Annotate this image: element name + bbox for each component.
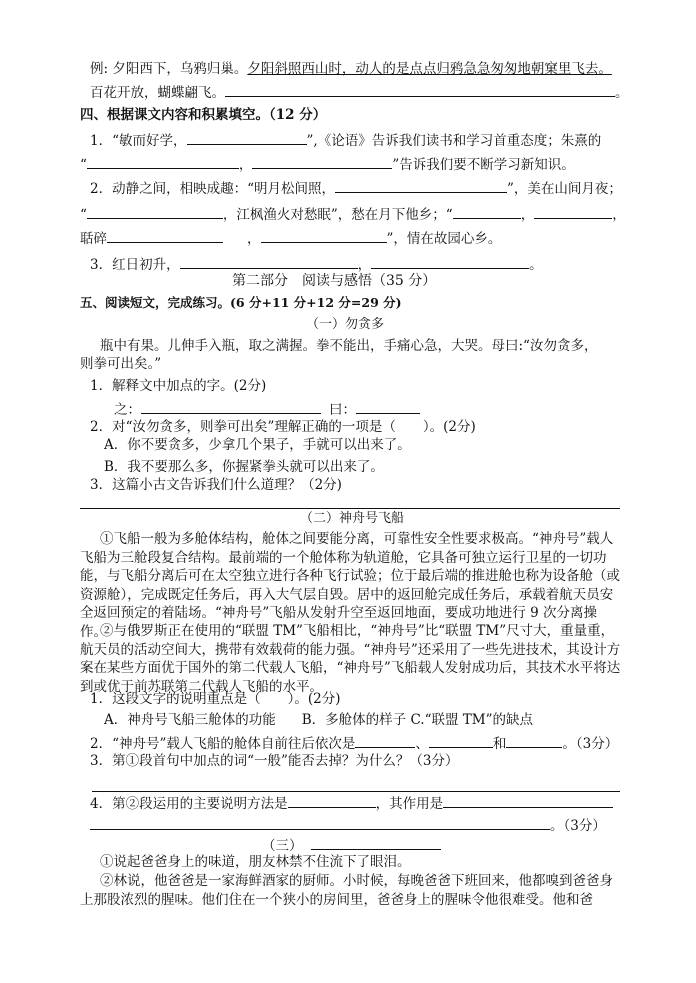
answer-blank[interactable] (371, 254, 529, 269)
s4-q2-line3: 聒碎 ， ”，情在故园心乡。 (80, 228, 501, 248)
passage-1-q3: 3．这篇小古文告诉我们什么道理？（2分) (90, 477, 342, 493)
section-5-heading: 五、阅读短文，完成练习。(6 分+11 分+12 分=29 分) (80, 295, 402, 310)
passage-2-paragraph-2: ②与俄罗斯正在使用的“联盟 TM”飞船相比，“神舟号”比“联盟 TM”尺寸大，重量重，航天员的活动空间大，携带有效载荷的能力强。“神舟号”还采用了一些先进技术，其设计方案在某些方面优于国外的第二代载人飞船，“神舟号”飞船载人发射成功后，其技术水平将达到或优于前苏联第二代载人飞船的水平。 (80, 623, 621, 695)
passage-3-paragraph-2: ②林说，他爸爸是一家海鲜酒家的厨师。小时候，每晚爸爸下班回来，他都嗅到爸爸身上那股浓烈的腥味。他们住在一个狭小的房间里，爸爸身上的腥味令他很难受。他和爸 (80, 873, 613, 908)
answer-line[interactable] (80, 508, 620, 509)
passage-3-title: （三） (262, 835, 441, 855)
answer-blank[interactable] (355, 733, 415, 748)
answer-blank[interactable] (87, 204, 223, 219)
answer-blank[interactable] (180, 254, 358, 269)
section-4-heading: 四、根据课文内容和积累填空。（12 分） (80, 107, 327, 123)
answer-blank[interactable] (506, 733, 562, 748)
question-line: 百花开放，蝴蝶翩飞。 。 (90, 82, 629, 102)
example-rewrite: 夕阳斜照西山时，动人的是点点归鸦急急匆匆地朝窠里飞去。 (247, 61, 612, 77)
question-text: 百花开放，蝴蝶翩飞。 (90, 85, 225, 101)
answer-blank[interactable] (187, 130, 307, 145)
part-2-title: 第二部分 阅读与感悟（35 分） (232, 273, 437, 289)
answer-blank[interactable] (261, 228, 387, 243)
example-original: 例: 夕阳西下，乌鸦归巢。 (90, 61, 248, 77)
answer-blank[interactable] (252, 154, 392, 169)
example-line (90, 60, 612, 78)
passage-2-q1: 1．这段文字的说明重点是（ ）。(2分) (90, 691, 341, 707)
answer-blank[interactable] (87, 154, 239, 169)
answer-blank[interactable] (534, 204, 612, 219)
passage-1-q1-answers: 之： 曰： (114, 399, 420, 419)
passage-1-text-line1: 瓶中有果。儿伸手入瓶，取之满握。拳不能出，手痛心急，大哭。母曰:“汝勿贪多， (100, 338, 598, 354)
s4-q1-line2: “ ， ”告诉我们要不断学习新知识。 (80, 154, 575, 174)
answer-blank[interactable] (335, 178, 507, 193)
answer-blank[interactable] (443, 793, 613, 808)
passage-2-paragraph-1: ①飞船一般为多舱体结构，舱体之间要能分离，可靠性安全性要求极高。“神舟号”载人飞船为三舱段复合结构。最前端的一个舱体称为轨道舱，它具备可独立运行卫星的一切功能，与飞船分离后可在太空独立进行各种飞行试验；位于最后端的推进舱也称为设备舱（或资源舱），完成既定任务后，再入大气层自毁。居中的返回舱完成任务后，承载着航天员安全返回预定的着陆场。“神舟号”飞船从发射升空至返回地面，要成功地进行 9 次分离操作。 (80, 531, 620, 640)
answer-blank[interactable] (429, 733, 493, 748)
answer-blank[interactable] (141, 399, 321, 414)
s4-q2-line1: 2．动静之间，相映成趣：“明月松间照， ”，美在山间月夜； (90, 178, 622, 198)
passage-1-text-line2: 则拳可出矣。” (80, 356, 162, 372)
passage-2-title: （二）神舟号飞船 (300, 511, 405, 526)
title-blank[interactable] (311, 835, 441, 850)
passage-1-q2-option-b[interactable]: B．我不要那么多，你握紧拳头就可以出来了。 (104, 459, 384, 475)
passage-2-q4-line1: 4．第②段运用的主要说明方法是 ，其作用是 (90, 793, 613, 813)
passage-2-q1-option-bc[interactable]: B．多舱体的样子 C.“联盟 TM”的缺点 (301, 712, 534, 728)
passage-1-q2: 2．对“汝勿贪多，则拳可出矣”理解正确的一项是（ ）。(2分) (90, 419, 476, 435)
passage-2-q2: 2．“神舟号”载人飞船的舱体自前往后依次是 、 和 。（3分） (90, 733, 618, 753)
answer-blank[interactable] (288, 793, 376, 808)
passage-2-q1-option-a[interactable]: A．神舟号飞船三舱体的功能 (104, 712, 276, 728)
passage-1-q1: 1．解释文中加点的字。(2分) (90, 378, 267, 394)
passage-1-q2-option-a[interactable]: A．你不要贪多，少拿几个果子，手就可以出来了。 (104, 437, 411, 453)
answer-blank[interactable] (356, 399, 420, 414)
passage-2-q1-options (104, 711, 533, 729)
passage-2-q4-line2: 。（3分） (90, 815, 606, 835)
answer-blank[interactable] (90, 815, 550, 830)
passage-3-paragraph-1: ①说起爸爸身上的味道，朋友林禁不住流下了眼泪。 (100, 854, 411, 870)
passage-1-title: （一）勿贪多 (306, 317, 385, 332)
passage-2-q3: 3．第①段首句中加点的词“一般”能否去掉？为什么？（3分） (90, 753, 459, 769)
answer-blank[interactable] (107, 228, 223, 243)
s4-q3-line: 3．红日初升， ， 。 (90, 254, 543, 274)
answer-blank[interactable] (453, 204, 521, 219)
answer-blank[interactable] (225, 82, 615, 97)
answer-line[interactable] (92, 791, 620, 792)
s4-q2-line2: “ ，江枫渔火对愁眠”，愁在月下他乡；“ ， ， (80, 204, 626, 224)
s4-q1-line1: 1．“敏而好学， ”,《论语》告诉我们读书和学习首重态度；朱熹的 (90, 130, 601, 150)
